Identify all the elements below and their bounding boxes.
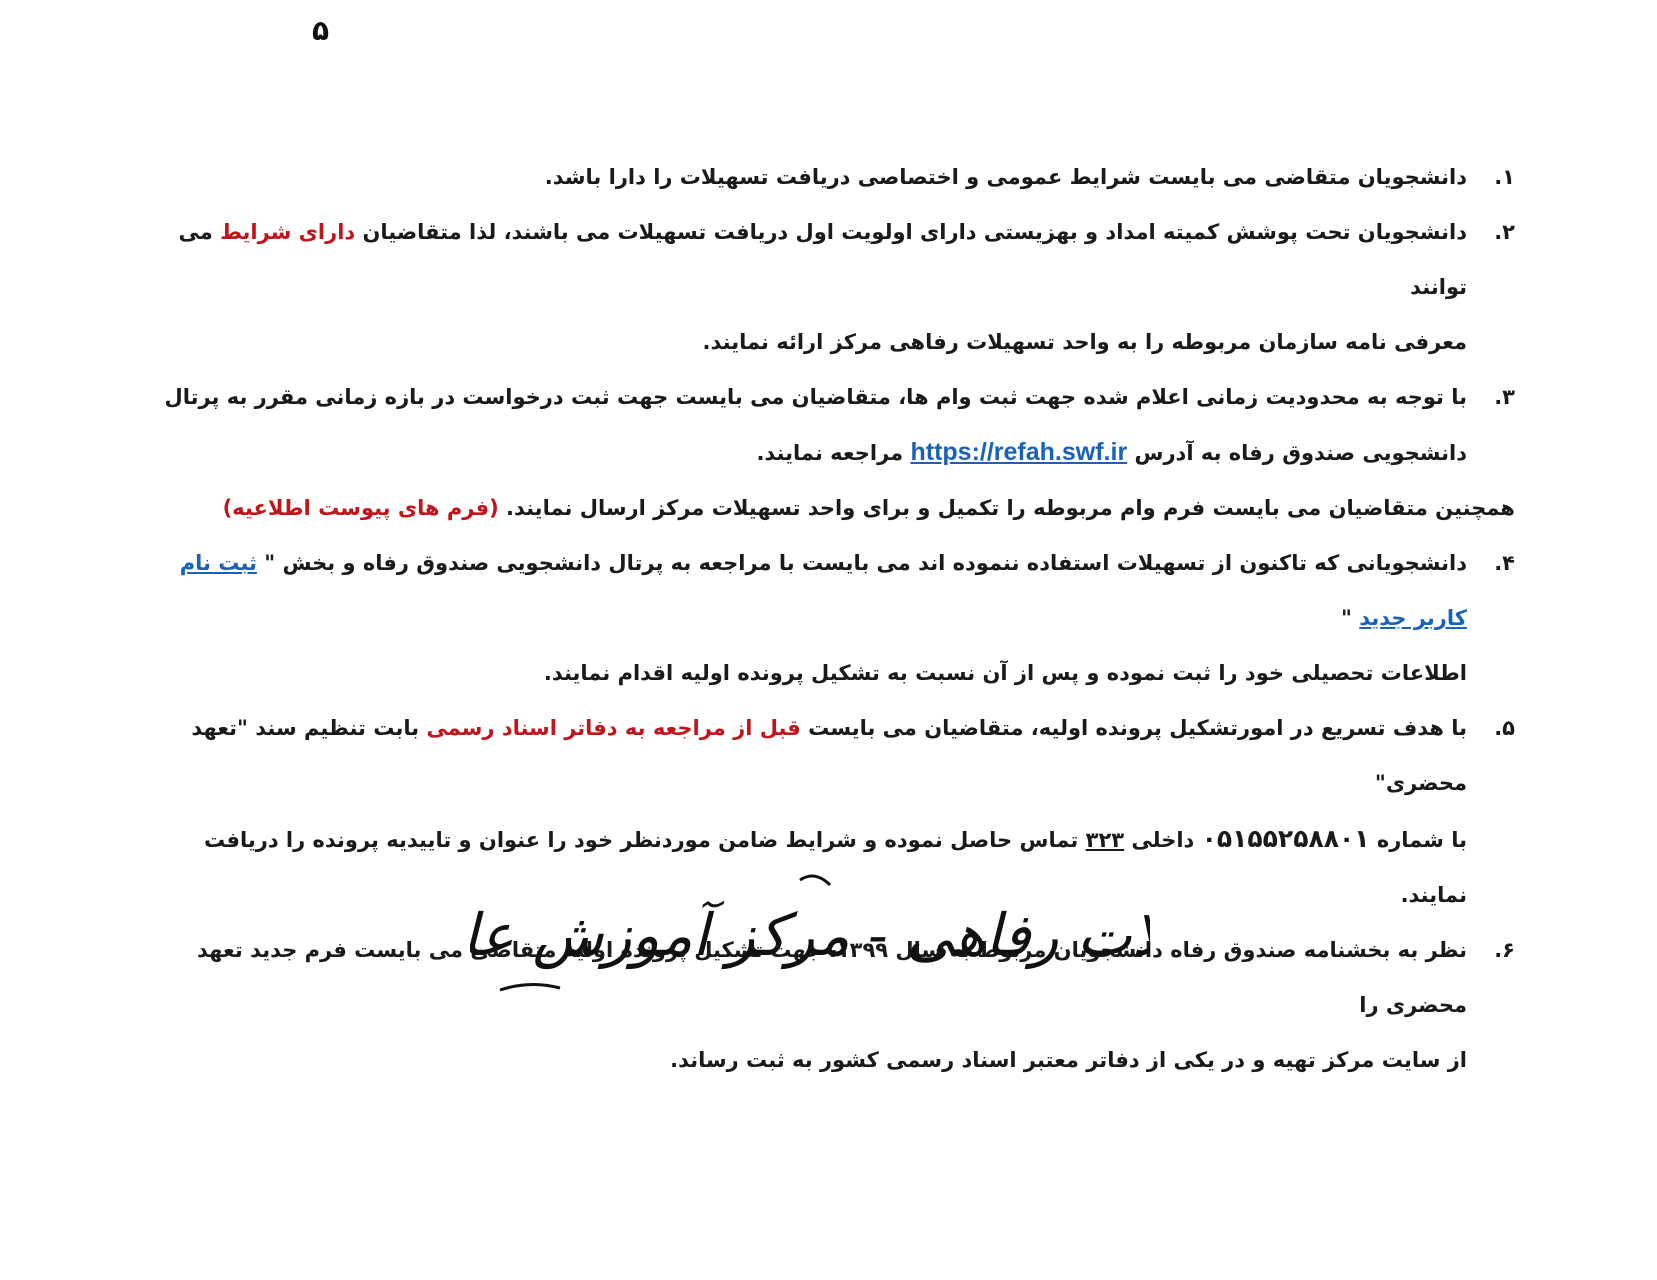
item-number: ۳. — [1494, 385, 1515, 409]
highlight-before-notary: قبل از مراجعه به دفاتر اسناد رسمی — [426, 716, 801, 740]
item-line — [155, 425, 1467, 481]
item-3-continuation — [155, 481, 1563, 536]
list-item-2 — [155, 205, 1515, 370]
item-text: با هدف تسریع در امورتشکیل پرونده اولیه، متقاضیان می بایست — [808, 716, 1467, 740]
item-line: اطلاعات تحصیلی خود را ثبت نموده و پس از آن نسبت به تشکیل پرونده اولیه اقدام نمایند. — [543, 661, 1467, 685]
item-text: تماس حاصل نموده و شرایط ضامن موردنظر خود را عنوان و تاییدیه پرونده را دریافت نمایند. — [203, 828, 1467, 907]
extension-number: ۳۲۳ — [1085, 828, 1125, 852]
item-text: " — [1341, 606, 1352, 630]
item-number: ۴. — [1494, 551, 1515, 575]
item-line — [155, 536, 1467, 646]
item-text: دانشجویی صندوق رفاه به آدرس — [1134, 441, 1467, 465]
list-item-4 — [155, 536, 1515, 701]
item-line: نظر به بخشنامه صندوق رفاه دانشجویان مربوط به سال ۱۳۹۹، جهت تشکیل پرونده اولیه متقاضی می بایست فرم جدید تعهد محضری را — [197, 938, 1467, 1017]
item-text: دانشجویان تحت پوشش کمیته امداد و بهزیستی دارای اولویت اول دریافت تسهیلات می باشند، لذا متقاضیان — [362, 220, 1467, 244]
item-line: معرفی نامه سازمان مربوطه را به واحد تسهیلات رفاهی مرکز ارائه نمایند. — [702, 330, 1467, 354]
signature-drawing — [470, 860, 1150, 1010]
item-line: با توجه به محدودیت زمانی اعلام شده جهت ثبت وام ها، متقاضیان می بایست جهت ثبت درخواست در بازه زمانی مقرر به پرتال — [164, 385, 1467, 409]
item-number: ۱. — [1494, 165, 1515, 189]
item-number: ۲. — [1494, 220, 1515, 244]
item-text: دانشجویانی که تاکنون از تسهیلات استفاده ننموده اند می بایست با مراجعه به پرتال دانشجویی صندوق رفاه و بخش " — [264, 551, 1467, 575]
item-text: با شماره — [1376, 828, 1467, 852]
item-number: ۵. — [1494, 716, 1515, 740]
signature-text: ات رفاهی - مرکز آموزش ع — [479, 901, 1149, 969]
page-number: ۵ — [312, 14, 330, 47]
attachment-forms-note: (فرم های پیوست اطلاعیه) — [222, 496, 499, 520]
signature — [470, 860, 1150, 1010]
signature-flourish — [800, 876, 830, 885]
item-text: داخلی — [1131, 828, 1195, 852]
item-text: مراجعه نمایند. — [756, 441, 904, 465]
list-item-1 — [155, 150, 1515, 205]
list-item-3 — [155, 370, 1515, 481]
item-line — [155, 701, 1467, 811]
item-text: می توانند — [178, 220, 1467, 299]
item-text: بابت تنظیم سند "تعهد محضری" — [191, 716, 1467, 795]
item-line — [155, 205, 1467, 315]
item-text: همچنین متقاضیان می بایست فرم وام مربوطه را تکمیل و برای واحد تسهیلات مرکز ارسال نمایند. — [506, 496, 1515, 520]
item-line: از سایت مرکز تهیه و در یکی از دفاتر معتبر اسناد رسمی کشور به ثبت رساند. — [670, 1048, 1467, 1072]
phone-number: ۰۵۱۵۵۲۵۸۸۰۱ — [1201, 824, 1370, 853]
refah-portal-link[interactable]: https://refah.swf.ir — [910, 438, 1128, 466]
highlight-eligible: دارای شرایط — [220, 220, 356, 244]
item-text: دانشجویان متقاضی می بایست شرایط عمومی و اختصاصی دریافت تسهیلات را دارا باشد. — [544, 165, 1467, 189]
new-user-registration-link[interactable]: ثبت نام کاربر جدید — [179, 551, 1467, 630]
item-number: ۶. — [1494, 938, 1515, 962]
signature-flourish — [500, 984, 560, 990]
